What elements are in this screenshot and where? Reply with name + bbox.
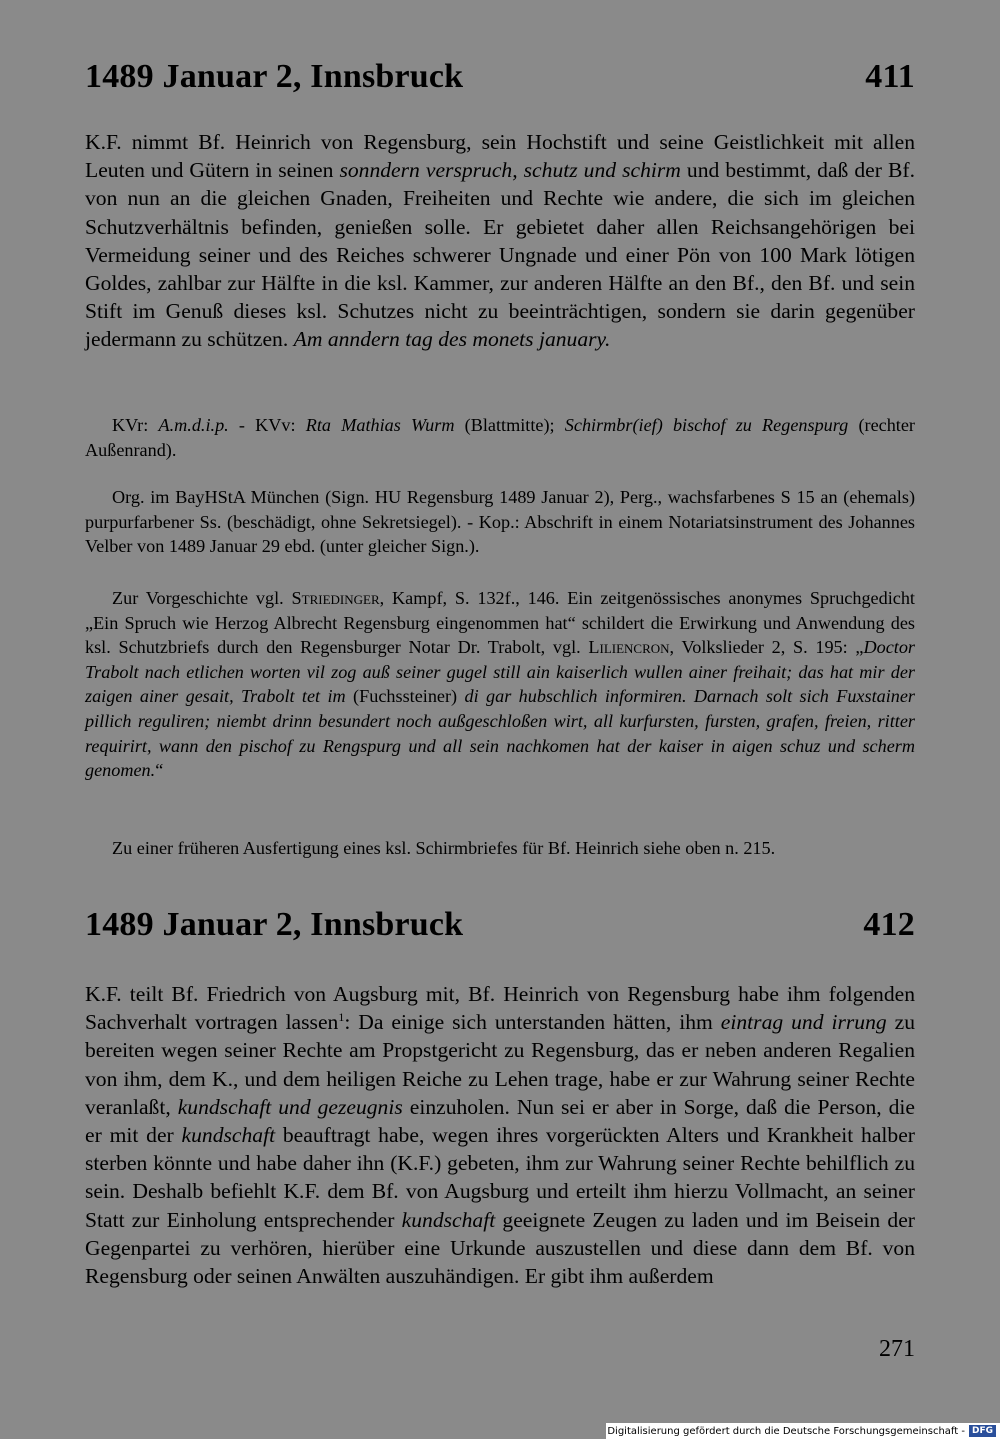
text-run: K.F. nimmt Bf. Heinrich von Regensburg, sein Hochstift und seine Geistlichkeit mit allen Leuten und Gütern in seinen xyxy=(85,130,915,183)
page-number: 271 xyxy=(879,1336,915,1362)
small-caps-author: Liliencron xyxy=(588,637,670,658)
text-run: : Da einige sich unterstanden hätten, ihm xyxy=(344,1010,721,1035)
text-run: Zu einer früheren Ausfertigung eines ksl. Schirmbriefes für Bf. Heinrich siehe oben n. 215. xyxy=(112,838,776,858)
italic-text: kundschaft und gezeugnis xyxy=(177,1094,403,1119)
heading-date-place: 1489 Januar 2, Innsbruck xyxy=(85,58,464,95)
italic-text: kundschaft xyxy=(181,1123,276,1148)
italic-text: kundschaft xyxy=(401,1207,496,1232)
text-run: , Kampf, S. 132f., 146. Ein zeitgenössisches anonymes Spruchgedicht „Ein Spruch wie Herzog Albrecht Regensburg eingenommen hat“ schildert die Erwirkung und Anwendung des ksl. Schutzbriefs durch den Regensburger Notar Dr. Trabolt, vgl. xyxy=(85,588,915,658)
text-run: (rechter Außenrand). xyxy=(85,415,915,460)
footer-text: Digitalisierung gefördert durch die Deutsche Forschungsgemeinschaft - xyxy=(607,1425,965,1437)
text-run: Org. im BayHStA München (Sign. HU Regensburg 1489 Januar 2), Perg., wachsfarbenes S 15 an (ehemals) purpurfarbener Ss. (beschädigt, ohne Sekretsiegel). - Kop.: Abschrift in einem Notariatsinstrument des Johannes Velber von 1489 Januar 29 ebd. (unter gleicher Sign.). xyxy=(85,487,915,557)
text-run: (Blattmitte); xyxy=(454,415,565,435)
endorsements-411 xyxy=(85,413,915,462)
text-run: KVr: xyxy=(112,415,159,435)
italic-text: Am anndern tag des monets january. xyxy=(293,327,611,352)
italic-text: eintrag und irrung xyxy=(720,1010,887,1035)
text-run: beauftragt habe, wegen ihres vorgerückten Alters und Krankheit halber sterben könnte und habe daher ihn (K.F.) gebeten, ihm zur Wahrung seiner Rechte behilflich zu sein. Deshalb befiehlt K.F. dem Bf. von Augsburg und erteilt ihm hierzu Vollmacht, an seiner Statt zur Einholung entsprechender xyxy=(85,1123,915,1232)
commentary-411 xyxy=(85,586,915,783)
italic-text: sonndern verspruch, schutz und schirm xyxy=(339,158,681,183)
text-run: und bestimmt, daß der Bf. von nun an die gleichen Gnaden, Freiheiten und Rechte wie andere, die sich im gleichen Schutzverhältnis befinden, genießen solle. Er gebietet daher allen Reichsangehörigen bei Vermeidung seiner und des Reiches schwerer Ungnade und einer Pön von 100 Mark lötigen Goldes, zahlbar zur Hälfte in die ksl. Kammer, zur anderen Hälfte an den Bf., den Bf. und sein Stift im Genuß dieses ksl. Schutzes nicht zu beeinträchtigen, sondern sie darin gegenüber jedermann zu schützen. xyxy=(85,158,915,352)
small-caps-author: Striedinger xyxy=(291,588,380,608)
entry-number: 412 xyxy=(863,906,915,943)
entry-heading-411 xyxy=(85,58,915,96)
text-run: (Fuchssteiner) xyxy=(345,686,465,707)
dfg-logo: DFG xyxy=(969,1425,996,1437)
reference-note-411 xyxy=(85,836,915,861)
text-run: zu bereiten wegen seiner Rechte am Propstgericht zu Regensburg, das er neben anderen Regalien von ihm, dem K., und dem heiligen Reiche zu Lehen trage, habe er zur Wahrung seiner Rechte veranlaßt, xyxy=(85,1010,916,1119)
italic-text: A.m.d.i.p. xyxy=(158,415,229,435)
entry-heading-412 xyxy=(85,906,915,944)
text-run: einzuholen. Nun sei er aber in Sorge, daß die Person, die er mit der xyxy=(85,1094,915,1148)
italic-text: di gar hubschlich informiren. Darnach solt sich Fuxstainer pillich reguliren; niembt drinn besundert noch außgeschloßen wirt, all kurfursten, fursten, grafen, freien, ritter requirirt, wann den pischof zu Rengspurg und all sein nachkomen hat der kaiser in aigen schuz und scherm genomen. xyxy=(85,686,916,781)
italic-text: Doctor Trabolt nach etlichen worten vil zog auß seiner gugel still ain kaiserlich wullen ainer freihait; das hat mir der zaigen ainer gesait, Trabolt tet im xyxy=(85,637,915,707)
text-run: , Volkslieder 2, S. 195: „ xyxy=(669,637,864,658)
footnote-marker: 1 xyxy=(338,1010,345,1025)
text-run: “ xyxy=(155,760,164,781)
entry-summary-412 xyxy=(85,980,915,1290)
text-run: K.F. teilt Bf. Friedrich von Augsburg mit, Bf. Heinrich von Regensburg habe ihm folgenden Sachverhalt vortragen lassen xyxy=(85,982,915,1035)
heading-date-place: 1489 Januar 2, Innsbruck xyxy=(85,906,464,943)
text-run: geeignete Zeugen zu laden und im Beisein der Gegenpartei zu verhören, hierüber eine Urkunde auszustellen und diese dann dem Bf. von Regensburg oder seinen Anwälten auszuhändigen. Er gibt ihm außerdem xyxy=(85,1207,916,1289)
entry-summary-411 xyxy=(85,128,915,354)
digitization-credit xyxy=(606,1423,1000,1439)
text-run: - KVv: xyxy=(228,415,306,435)
archive-note-411 xyxy=(85,485,915,559)
italic-text: Rta Mathias Wurm xyxy=(305,415,455,435)
italic-text: Schirmbr(ief) bischof zu Regenspurg xyxy=(564,415,849,435)
entry-number: 411 xyxy=(865,58,915,95)
text-run: Zur Vorgeschichte vgl. xyxy=(112,588,292,608)
